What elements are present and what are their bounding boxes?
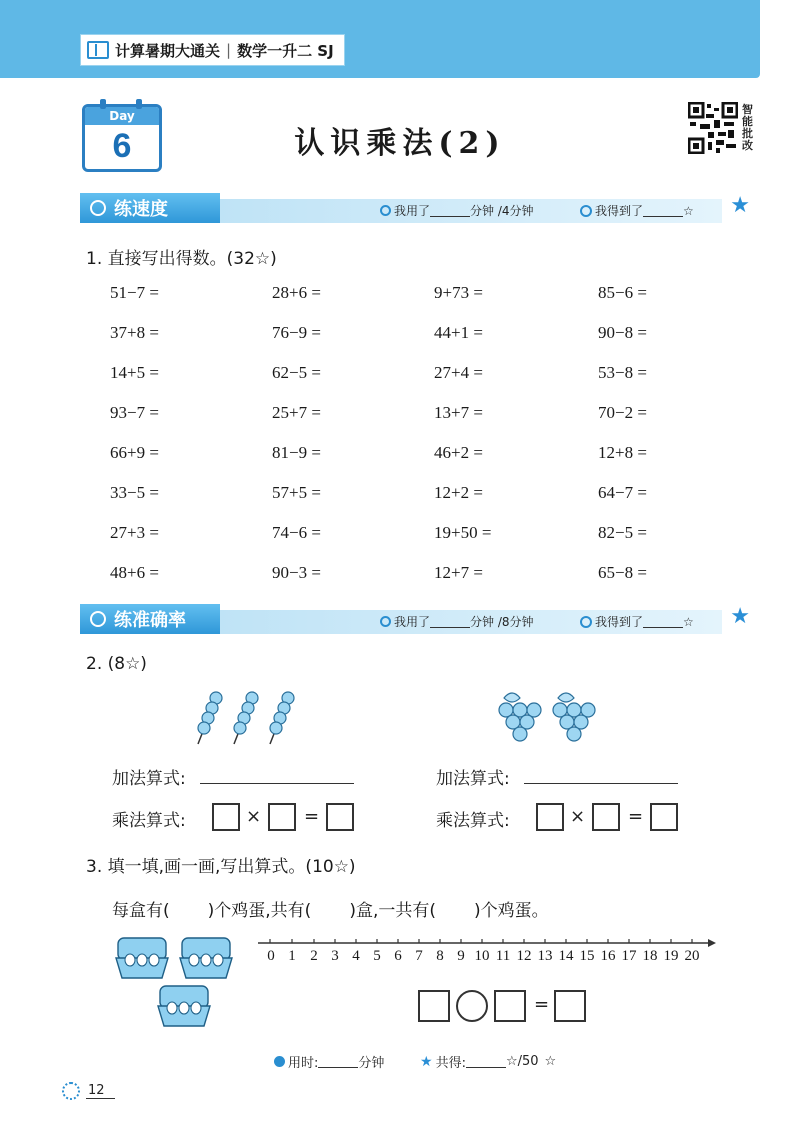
equals-sign: = <box>304 806 320 827</box>
q1-item: 65−8 = <box>598 563 647 582</box>
tick-label: 15 <box>579 948 595 964</box>
lesson-title: 认识乘法(2) <box>294 126 506 161</box>
sun-icon <box>62 1082 80 1100</box>
answer-box[interactable] <box>536 803 564 831</box>
sentence-part: )盒,一共有( <box>349 901 436 921</box>
answer-box[interactable] <box>212 803 240 831</box>
equals-sign: = <box>534 994 550 1015</box>
section-accuracy-label <box>80 604 220 634</box>
tick-label: 8 <box>436 948 444 964</box>
footer-total <box>420 1052 556 1071</box>
sentence-part: 每盒有( <box>112 901 170 921</box>
q1-item: 13+7 = <box>434 403 483 422</box>
section-speed-label <box>80 193 220 223</box>
time-used-suffix: 分钟 /8分钟 <box>470 615 534 629</box>
answer-box[interactable] <box>268 803 296 831</box>
time-used <box>380 202 534 219</box>
egg-cartons-illustration <box>112 932 252 1032</box>
tick-label: 10 <box>474 948 490 964</box>
addition-label: 加法算式: <box>436 769 510 789</box>
q1-item: 70−2 = <box>598 403 647 422</box>
q1-item: 48+6 = <box>110 563 159 582</box>
tick-label: 2 <box>310 948 318 964</box>
candied-haws-illustration <box>186 688 306 746</box>
q1-item: 85−6 = <box>598 283 647 302</box>
q1-item: 9+73 = <box>434 283 483 302</box>
calendar-ring <box>100 99 106 109</box>
tick-label: 4 <box>352 948 360 964</box>
answer-box[interactable] <box>650 803 678 831</box>
tick-label: 0 <box>267 948 275 964</box>
blank-box-count[interactable] <box>311 896 349 921</box>
timer-icon <box>274 1056 285 1067</box>
score-got-label: 我得到了 <box>595 204 644 218</box>
clock-icon <box>380 616 391 627</box>
q3-sentence <box>112 896 549 921</box>
multiplication-label: 乘法算式: <box>436 811 510 831</box>
answer-box[interactable] <box>554 990 586 1022</box>
blank-eggs-per-box[interactable] <box>170 896 208 921</box>
q1-item: 74−6 = <box>272 523 321 542</box>
footer-star: ☆ <box>544 1054 557 1069</box>
book-icon <box>87 41 109 59</box>
tick-label: 13 <box>537 948 553 964</box>
q1-item: 12+7 = <box>434 563 483 582</box>
check-icon <box>580 616 592 628</box>
q1-item: 90−3 = <box>272 563 321 582</box>
header-separator: | <box>226 41 232 59</box>
q1-item: 62−5 = <box>272 363 321 382</box>
q1-item: 33−5 = <box>110 483 159 502</box>
equals-sign: = <box>628 806 644 827</box>
book-title: 计算暑期大通关 <box>115 41 221 60</box>
tick-label: 11 <box>495 948 511 964</box>
addition-answer-line[interactable] <box>200 766 354 784</box>
q1-item: 76−9 = <box>272 323 321 342</box>
score-got-blank[interactable] <box>643 615 683 628</box>
footer-time-label: 用时: <box>288 1056 319 1071</box>
sentence-part: )个鸡蛋,共有( <box>207 901 312 921</box>
q1-item: 44+1 = <box>434 323 483 342</box>
section-speed-title: 练速度 <box>114 199 168 220</box>
target-icon <box>90 611 106 627</box>
q1-item: 12+2 = <box>434 483 483 502</box>
q1-item: 66+9 = <box>110 443 159 462</box>
tick-label: 14 <box>558 948 574 964</box>
section-accuracy-bar <box>80 604 752 634</box>
time-used-label: 我用了 <box>394 615 431 629</box>
blank-total-eggs[interactable] <box>436 896 474 921</box>
tick-label: 3 <box>331 948 339 964</box>
q1-item: 19+50 = <box>434 523 492 542</box>
section-accuracy-title: 练准确率 <box>114 610 186 631</box>
time-used-label: 我用了 <box>394 204 431 218</box>
q2-title: 2. (8☆) <box>86 654 147 674</box>
q3-title: 3. 填一填,画一画,写出算式。(10☆) <box>86 857 356 877</box>
multiplication-label: 乘法算式: <box>112 811 186 831</box>
qr-caption-char: 能 <box>742 115 753 128</box>
tick-label: 18 <box>642 948 658 964</box>
footer-time <box>274 1052 384 1071</box>
q1-item: 81−9 = <box>272 443 321 462</box>
q1-item: 51−7 = <box>110 283 159 302</box>
score-got-label: 我得到了 <box>595 615 644 629</box>
day-number: 6 <box>112 127 132 165</box>
star-icon: ☆ <box>683 614 694 629</box>
tick-label: 5 <box>373 948 381 964</box>
page-number-area <box>62 1082 115 1100</box>
day-label: Day <box>85 107 159 125</box>
q1-item: 14+5 = <box>110 363 159 382</box>
tick-label: 17 <box>621 948 637 964</box>
clock-icon <box>380 205 391 216</box>
section-speed-bar <box>80 193 752 223</box>
star-icon: ☆ <box>683 203 694 218</box>
tick-label: 6 <box>394 948 402 964</box>
q1-item: 27+4 = <box>434 363 483 382</box>
footer-total-blank[interactable] <box>466 1055 506 1068</box>
score-got-blank[interactable] <box>643 204 683 217</box>
answer-box[interactable] <box>494 990 526 1022</box>
time-used-blank[interactable] <box>430 615 470 628</box>
score-got <box>580 202 694 219</box>
day-calendar-icon <box>82 104 162 172</box>
q1-grid <box>110 283 690 583</box>
times-sign: × <box>246 806 262 827</box>
q1-item: 12+8 = <box>598 443 647 462</box>
tick-label: 9 <box>457 948 465 964</box>
q1-item: 82−5 = <box>598 523 647 542</box>
q1-item: 57+5 = <box>272 483 321 502</box>
footer-total-unit: ☆/50 <box>505 1054 539 1069</box>
q1-item: 27+3 = <box>110 523 159 542</box>
time-used-blank[interactable] <box>430 204 470 217</box>
qr-caption <box>742 104 756 152</box>
qr-code-icon[interactable] <box>688 102 738 154</box>
star-badge-icon: ★ <box>730 193 750 218</box>
qr-caption-char: 智 <box>742 103 753 116</box>
calendar-ring <box>136 99 142 109</box>
grapes-illustration <box>494 688 604 746</box>
star-icon: ★ <box>420 1053 433 1070</box>
q1-title: 1. 直接写出得数。(32☆) <box>86 249 277 269</box>
q1-item: 46+2 = <box>434 443 483 462</box>
tick-label: 19 <box>663 948 679 964</box>
operator-circle[interactable] <box>456 990 488 1022</box>
footer-time-unit: 分钟 <box>358 1056 385 1071</box>
sentence-part: )个鸡蛋。 <box>473 901 549 921</box>
tick-label: 20 <box>684 948 700 964</box>
footer-total-label: 共得: <box>435 1056 466 1071</box>
q1-item: 25+7 = <box>272 403 321 422</box>
book-header <box>80 34 345 66</box>
q1-item: 90−8 = <box>598 323 647 342</box>
score-got <box>580 613 694 630</box>
qr-caption-char: 改 <box>742 139 753 152</box>
tick-label: 12 <box>516 948 532 964</box>
answer-box[interactable] <box>592 803 620 831</box>
footer-time-blank[interactable] <box>318 1055 358 1068</box>
q1-item: 37+8 = <box>110 323 159 342</box>
q1-item: 28+6 = <box>272 283 321 302</box>
times-sign: × <box>570 806 586 827</box>
tick-label: 1 <box>288 948 296 964</box>
subject-label: 数学一升二 SJ <box>237 41 334 60</box>
tick-label: 7 <box>415 948 423 964</box>
answer-box[interactable] <box>418 990 450 1022</box>
q1-item: 93−7 = <box>110 403 159 422</box>
number-line <box>256 938 716 974</box>
q1-item: 64−7 = <box>598 483 647 502</box>
stopwatch-icon <box>90 200 106 216</box>
q1-item: 53−8 = <box>598 363 647 382</box>
page-number: 12 <box>86 1083 115 1099</box>
time-used <box>380 613 534 630</box>
star-badge-icon: ★ <box>730 604 750 629</box>
addition-label: 加法算式: <box>112 769 186 789</box>
time-used-suffix: 分钟 /4分钟 <box>470 204 534 218</box>
answer-box[interactable] <box>326 803 354 831</box>
check-icon <box>580 205 592 217</box>
tick-label: 16 <box>600 948 616 964</box>
qr-caption-char: 批 <box>742 127 753 140</box>
addition-answer-line[interactable] <box>524 766 678 784</box>
